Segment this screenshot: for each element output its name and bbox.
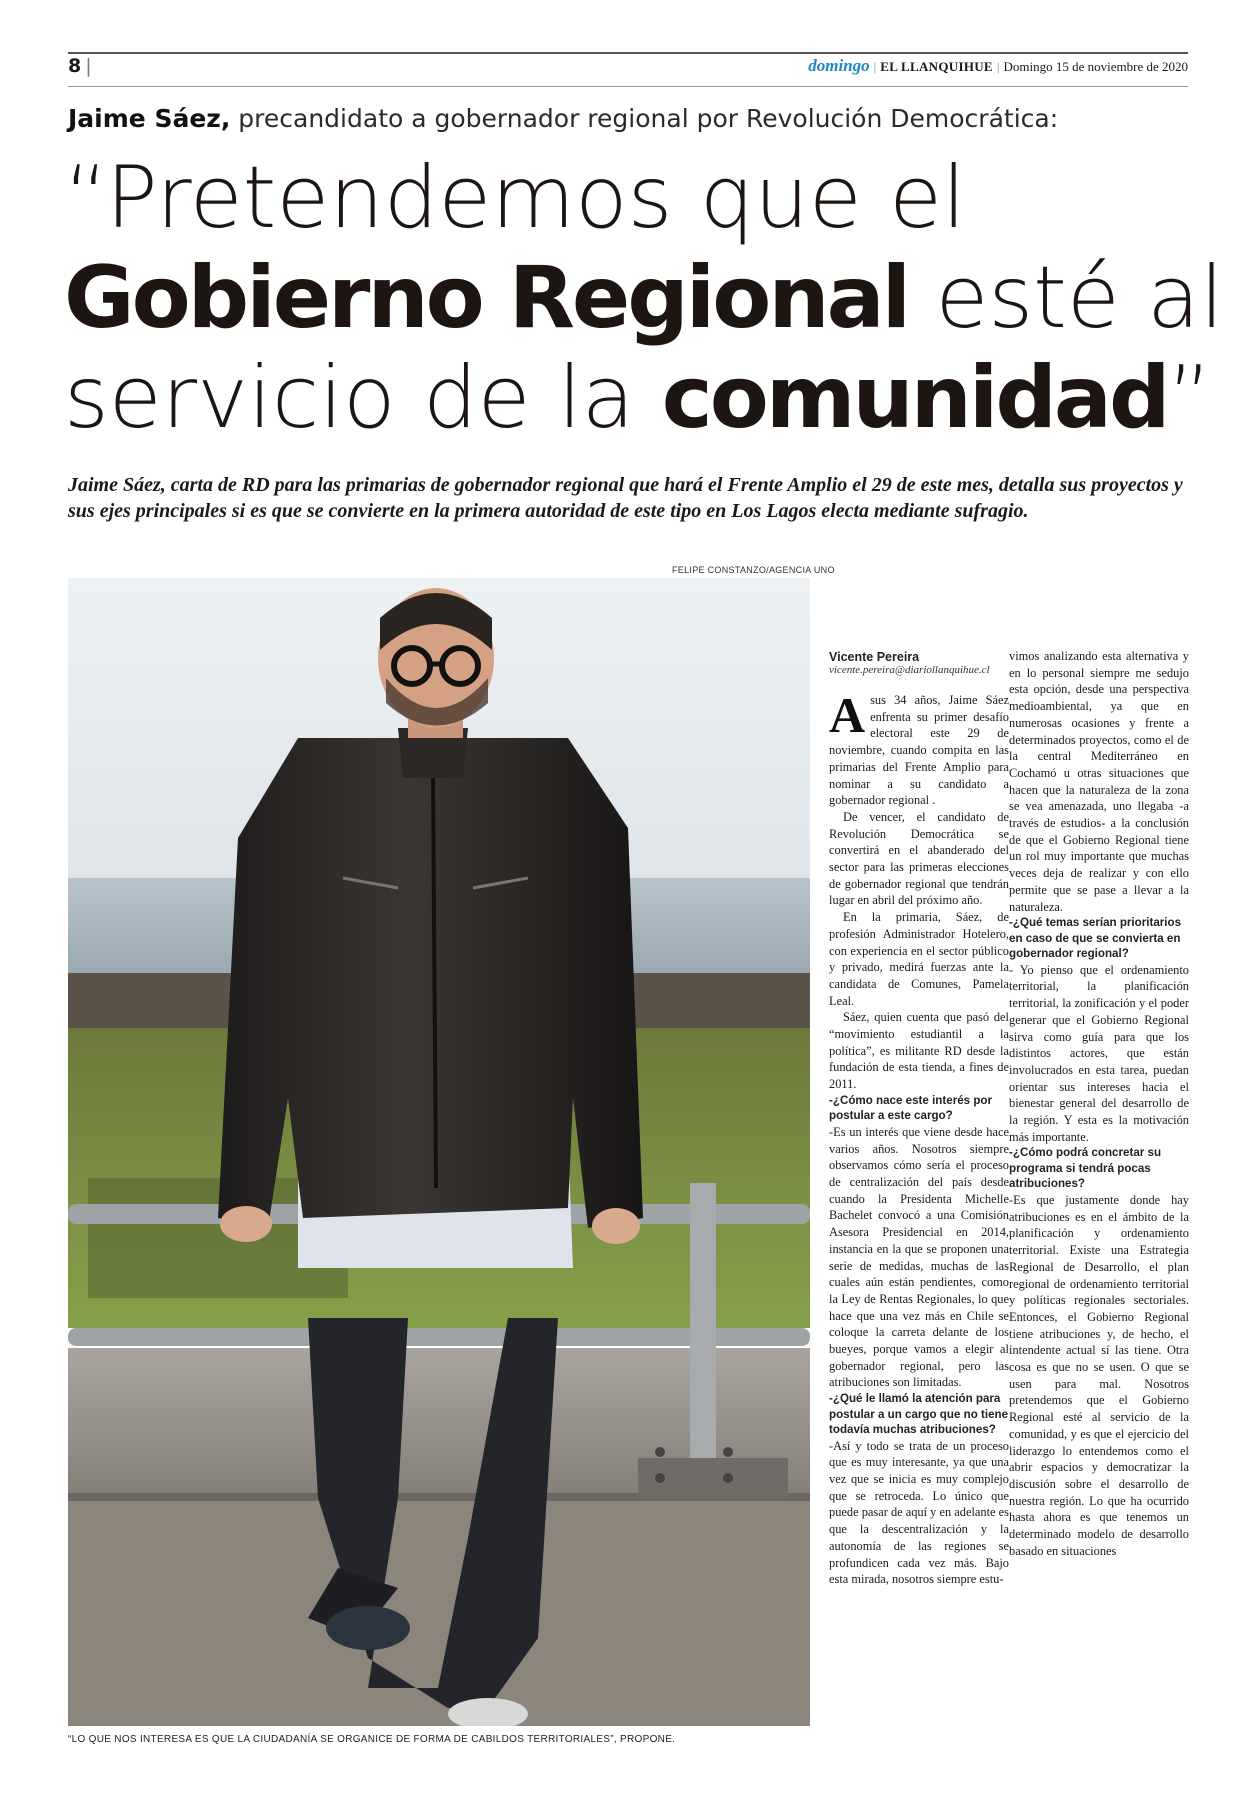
headline-line-1: “Pretendemos que el: [64, 148, 966, 248]
article-paragraph: Asus 34 años, Jaime Sáez enfrenta su primer desafío electoral este 29 de noviembre, cuando compita en las primarias del Frente Amplio para nominar a su candidato a gobernador regional .: [829, 687, 1009, 808]
interview-answer: -Es un interés que viene desde hace varios años. Nosotros siempre observamos cómo sería el proceso de centralización del país desde cuando la Presidenta Michelle Bachelet convocó a una Comisión Asesora Presidencial en 2014, instancia en la que se proponen una serie de medidas, muchas de las cuales aún están pendientes, como la Ley de Rentas Regionales, lo que hace que una vez más en Chile se coloque la carreta delante de los bueyes, porque vamos a elegir al gobernador regional, pero las atribuciones son limitadas.: [829, 1124, 1009, 1390]
masthead: domingo | EL LLANQUIHUE | Domingo 15 de noviembre de 2020: [808, 56, 1188, 75]
article-paragraph: En la primaria, Sáez, de profesión Administrador Hotelero, con experiencia en el sector público y privado, medirá fuerzas ante la candidata de Comunes, Pamela Leal.: [829, 910, 1009, 1008]
interview-question: -¿Qué le llamó la atención para postular a un cargo que no tiene todavía muchas atribuciones?: [829, 1392, 1009, 1437]
newspaper-name: EL LLANQUIHUE: [880, 59, 993, 74]
lead-paragraph: Jaime Sáez, carta de RD para las primarias de gobernador regional que hará el Frente Amplio el 29 de este mes, detalla sus proyectos y sus ejes principales si es que se convierte en la primera autoridad de este tipo en Los Lagos electa mediante sufragio.: [68, 474, 1183, 522]
article-paragraph: De vencer, el candidato de Revolución Democrática se convertirá en el abanderado del sector para las primeras elecciones de gobernador regional que tendrán lugar en abril del próximo año.: [829, 809, 1009, 908]
kicker: [68, 104, 1058, 133]
portrait-photo: [68, 578, 810, 1726]
article-paragraph: Sáez, quien cuenta que pasó del “movimiento estudiantil a la política”, es militante RD desde la fundación de esta tienda, a fines de 2011.: [829, 1010, 1009, 1092]
photo-caption: “LO QUE NOS INTERESA ES QUE LA CIUDADANÍA SE ORGANICE DE FORMA DE CABILDOS TERRITORIALES”, PROPONE.: [68, 1734, 676, 1745]
interview-question: -¿Cómo nace este interés por postular a este cargo?: [829, 1093, 992, 1123]
drop-cap: A: [829, 687, 866, 743]
byline-email: vicente.pereira@diariollanquihue.cl: [829, 664, 990, 676]
byline-author: Vicente Pereira: [829, 650, 920, 664]
section-name: domingo: [808, 56, 870, 75]
interview-question: -¿Cómo podrá concretar su programa si tendrá pocas atribuciones?: [1009, 1146, 1162, 1191]
headline: [64, 148, 1224, 448]
top-rule: [68, 52, 1188, 54]
interview-question: -¿Qué temas serían prioritarios en caso de que se convierta en gobernador regional?: [1009, 916, 1182, 961]
interview-answer: - Yo pienso que el ordenamiento territorial, la planificación territorial, la zonificación y el poder generar que el Gobierno Regional sirva como guía para que los distintos actores, que están involucrados en esta tarea, puedan orientar sus intereses hacia el bienestar general del desarrollo de la región. Y esta es la motivación más importante.: [1009, 962, 1189, 1144]
page-number: 8 |: [68, 55, 92, 77]
interview-answer: -Así y todo se trata de un proceso que es muy interesante, ya que una vez que se inicia es muy complejo que se retroceda. Lo único que puede pasar de aquí y en adelante es que la descentralización y la autonomía de las regiones se profundicen cada vez más. Bajo esta mirada, nosotros siempre estu-: [829, 1438, 1009, 1587]
headline-line-2: Gobierno Regional esté al: [64, 248, 1224, 348]
article-paragraph: vimos analizando esta alternativa y en lo personal siempre me sedujo esta opción, desde una perspectiva medioambiental, ya que en numerosas ocasiones y frente a determinados proyectos, como el de la central Mediterráneo en Cochamó u otras situaciones que hacen que la naturaleza de la zona se vea amenazada, uno llegaba -a través de estudios- a la conclusión de que el Gobierno Regional tiene un rol muy importante que muchas veces deja de realizar y con ello permite que se pase a llevar a la naturaleza.: [1009, 649, 1189, 914]
interview-answer: -Es que justamente donde hay atribuciones es en el ámbito de la planificación y ordenamiento territorial. Existe una Estrategia Regional de Desarrollo, el plan regional de ordenamiento territorial y políticas regionales sectoriales. Entonces, el Gobierno Regional tiene atribuciones y, de hecho, el intendente actual sí las tiene. Otra cosa es que no se usen. O que se usen para mal. Nosotros pretendemos que el Gobierno Regional esté al servicio de la comunidad, y es que el ejercicio del liderazgo lo entendemos como el abrir espacios y democratizar la discusión sobre el desarrollo de nuestra región. Lo que ha ocurrido hasta ahora es que tenemos un determinado modelo de desarrollo basado en situaciones: [1009, 1192, 1189, 1558]
kicker-role: precandidato a gobernador regional por Revolución Democrática:: [238, 104, 1059, 133]
kicker-name: Jaime Sáez,: [68, 104, 231, 133]
issue-date: Domingo 15 de noviembre de 2020: [1003, 59, 1188, 74]
photo-credit: FELIPE CONSTANZO/AGENCIA UNO: [672, 565, 835, 575]
article-column-1: [829, 650, 1009, 1588]
headline-line-3: servicio de la comunidad”: [64, 348, 1213, 448]
header-rule: [68, 86, 1188, 87]
article-column-2: [1009, 648, 1189, 1559]
